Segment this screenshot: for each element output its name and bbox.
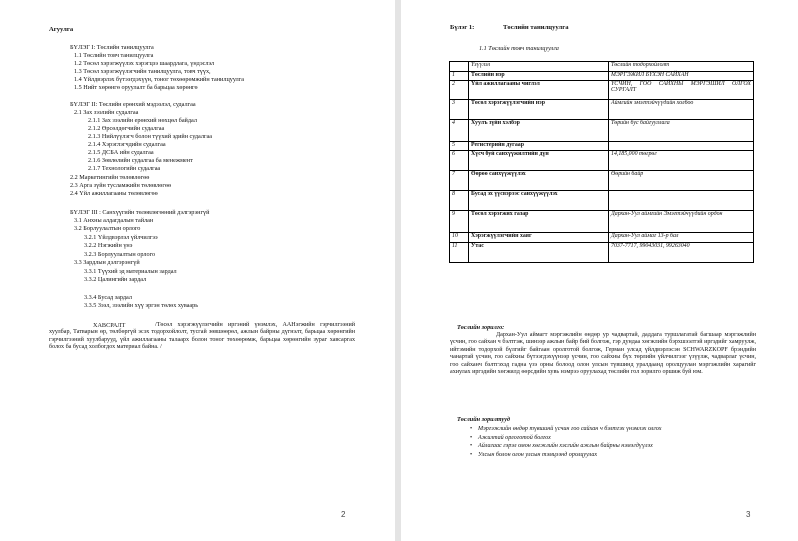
- row-label: Хүсч буй санхүүжилтийн дүн: [469, 151, 609, 171]
- document-page-2: [401, 0, 798, 541]
- row-number: 4: [450, 120, 469, 142]
- toc-entry[interactable]: 2.4 Үйл ажиллагааны төлөвлөгөө: [70, 190, 158, 197]
- goal-heading: Төслийн зорилго:: [457, 324, 505, 331]
- toc-entry[interactable]: 2.3 Арга зүйн тусламжийн төлөвлөгөө: [70, 182, 172, 189]
- row-number: 11: [450, 243, 469, 263]
- row-value: [609, 142, 754, 151]
- objectives-heading: Төслийн зорилтууд: [457, 416, 510, 423]
- column-header: Үзүүлэл: [469, 62, 609, 72]
- chapter-title: Төслийн танилцуулга: [503, 24, 569, 31]
- toc-entry[interactable]: 3.2.1 Үйлдвэрлэл үйлчилгээ: [84, 234, 158, 241]
- toc-entry[interactable]: 2.1.7 Технологийн судалгаа: [88, 165, 161, 172]
- row-number: 3: [450, 100, 469, 120]
- row-label: Төсөл хэрэгжүүлэгчийн нэр: [469, 100, 609, 120]
- row-label: Үйл ажиллагааны чиглэл: [469, 81, 609, 100]
- toc-entry[interactable]: 2.1.5 ДСБА ийн судалгаа: [88, 149, 154, 156]
- table-row: [450, 72, 754, 81]
- objective-item: • Мэргэжлийн өндөр түвшинй үсчин гоо сайхан ч бэлтгэх үнэмлэх олгох: [470, 425, 661, 434]
- toc-entry[interactable]: 3.3.5 Зээл, зээлийн хүү эргэн төлөх хуваарь: [84, 302, 199, 309]
- toc-entry[interactable]: 2.1 Зах зээлийн судалгаа: [74, 109, 139, 116]
- toc-entry[interactable]: 1.3 Төсөл хэрэгжүүлэгчийн танилцуулга, товч түүх,: [74, 68, 211, 75]
- table-row: [450, 151, 754, 171]
- page-number: 2: [341, 510, 346, 519]
- row-label: Өөрөө санхүүжүүлэх: [469, 171, 609, 191]
- row-label: Төсөл хэрэгжих газар: [469, 211, 609, 233]
- row-number: 5: [450, 142, 469, 151]
- section-title: 1.1 Төслийн товч танилцуулга: [479, 45, 559, 52]
- table-header-row: [450, 62, 754, 72]
- objective-item: • Айлагаас гэрэл омон хөгжлийн хэсгийн ажлын байрны нэмэгдүүлэх: [470, 442, 661, 451]
- row-value: ҮСЧИН, ГОО САЙХНЫ МЭРГЭШИЛ ОЛГОХ СУРГАЛТ: [609, 81, 754, 100]
- row-value: Аймгийн эмэгтэйчүүдийн холбоо: [609, 100, 754, 120]
- toc-entry[interactable]: 2.2 Маркетингийн төлөвлөгөө: [70, 174, 150, 181]
- row-number: 9: [450, 211, 469, 233]
- toc-entry[interactable]: 2.1.6 Зөвлөлийн судалгаа ба менежмент: [88, 157, 193, 164]
- toc-entry[interactable]: 1.1 Төслийн товч танилцуулга: [74, 52, 154, 59]
- table-row: [450, 120, 754, 142]
- row-label: Хуулъ зүйн хэлбэр: [469, 120, 609, 142]
- toc-entry[interactable]: БҮЛЭГ II: Төслийн ерөнхий мэдээлэл, судалгаа: [70, 101, 196, 108]
- column-header: Төслийн тодорхойлолт: [609, 62, 754, 72]
- objectives-list: [470, 425, 661, 459]
- table-row: [450, 191, 754, 211]
- page-number: 3: [746, 510, 751, 519]
- row-label: Хэрэгжүүлэгчийн хаяг: [469, 233, 609, 243]
- toc-entry[interactable]: 3.1 Анхны алдагдалын тайлан: [74, 217, 154, 224]
- toc-entry[interactable]: 2.1.1 Зах зээлийн ерөнхий нөхцөл байдал: [88, 117, 197, 124]
- row-value: 14,185,000 төгрөг: [609, 151, 754, 171]
- toc-entry[interactable]: 3.3 Зардлын дэлгэрэнгүй: [74, 259, 140, 266]
- toc-entry[interactable]: 3.2.2 Нэгжийн үнэ: [84, 242, 133, 249]
- row-value: Төрийн бус байгууллага: [609, 120, 754, 142]
- row-number: 8: [450, 191, 469, 211]
- row-label: Бусад эх үүсвэрээс санхүүжүүлэх: [469, 191, 609, 211]
- row-number: 1: [450, 72, 469, 81]
- row-label: Төслийн нэр: [469, 72, 609, 81]
- toc-entry[interactable]: 2.1.2 Өрсөлдөгчийн судалгаа: [88, 125, 165, 132]
- row-value: Дархан-Уул аймгийн Эмэгтэйчүүдийн ордон: [609, 211, 754, 233]
- document-page-1: [0, 0, 395, 541]
- toc-entry[interactable]: 3.2.3 Борлуулалтын орлого: [84, 251, 156, 258]
- appendix-text: /Төсөл хэрэгжүүлэгчийн иргэний үнэмлэх, ААНэгжийн гэрчилгээний хуулбар, Татварын өр, төлбөргүй эсэх тодорхойлолт, тусгай зөвшөөрөл, ажлын байрны дүгнэлт, барьцаа хөрөнгийн гэрчилгээний хуулбарууд, үйл ажиллагааны талаарх болон тоног төхөөрөмж, барьцаа хөрөнгийн зураг хавсаргах болох ба бусад холбогдох материал байна. /: [49, 322, 355, 351]
- toc-entry[interactable]: 1.4 Үйлдвэрлэх бүтээгдэхүүн, тоног төхөөрөмжийн танилцуулга: [74, 76, 245, 83]
- toc-entry[interactable]: 2.1.4 Хэрэглэгчдийн судалгаа: [88, 141, 166, 148]
- row-number: 10: [450, 233, 469, 243]
- chapter-label: Бүлэг 1:: [450, 24, 475, 31]
- toc-entry[interactable]: БҮЛЭГ III : Санхүүгийн төлөвлөгөөний дэлгэрэнгүй: [70, 209, 210, 216]
- objective-item: • Улсын болон олон улсын тэмцээнд оролцуулах: [470, 451, 661, 460]
- toc-entry[interactable]: 2.1.3 Нийлүүлэгч болон түүхий эдийн судалгаа: [88, 133, 212, 140]
- table-row: [450, 233, 754, 243]
- toc-entry[interactable]: 3.3.4 Бусад зардал: [84, 294, 132, 301]
- table-row: [450, 211, 754, 233]
- row-value: МЭРГЭЖИЛ БҮХЭН САЙХАН: [609, 72, 754, 81]
- row-label: Регистерийн дугаар: [469, 142, 609, 151]
- row-value: 7037-7717, 99043031, 99263040: [609, 243, 754, 263]
- toc-title: Агуулга: [49, 26, 74, 33]
- row-number: 6: [450, 151, 469, 171]
- row-value: Өөрийн байр: [609, 171, 754, 191]
- table-row: [450, 243, 754, 263]
- row-label: Утас: [469, 243, 609, 263]
- table-row: [450, 142, 754, 151]
- goal-text: Дархан-Уул аймагт мэргэжлийн өндөр ур чадвартай, даддага туршлагатай багшаар мэргэжлийн үсчин, гоо сайхан ч бэлтгэж, шинээр ажлын байр бий болгож, гэр дундаа хөгжлийн бэрхшээлтэй иргэдийг хамруулж, ийтэмийн тодорхой бүлгийг байгаан оролготой болгож, Герман улсад үйлдвэрлэсэн SCHWARZKOPF брэндийн чанартай үсчин, гоо сайхны бүтээгдэхүүнээр үсчин, гоо сайхны бүх төрлийн үйлчилгээг үзүүлж, чадварлаг үсчин, гоо сайханч бэлтгэхэд гадна үзэ орны болоод олон улсын түвшинд уралдаанд оролцуулан мэргэжлийн харагийг ахиулах иргэдийн хөгжилд өөрсдийн хувь нэмрээ оруулахад төслийн гол зорилго оршиж буй юм.: [450, 332, 756, 376]
- toc-entry[interactable]: БҮЛЭГ I: Төслийн танилцуулга: [70, 44, 154, 51]
- project-summary-table: [449, 61, 754, 263]
- table-row: [450, 100, 754, 120]
- table-row: [450, 81, 754, 100]
- appendix-label: ХАВСРАЛТ: [93, 322, 126, 329]
- toc-entry[interactable]: 3.3.1 Түүхий эд материалын зардал: [84, 268, 177, 275]
- toc-entry[interactable]: 1.2 Төсөл хэрэгжүүлэх хэрэгцээ шаардлага, үндэслэл: [74, 60, 215, 67]
- row-value: Дархан-Уул аймаг 13-р бал: [609, 233, 754, 243]
- table-row: [450, 171, 754, 191]
- toc-entry[interactable]: 3.2 Борлуулалтын орлого: [74, 225, 141, 232]
- toc-entry[interactable]: 1.5 Нийт хөрөнгө оруулалт ба барьцаа хөрөнгө: [74, 84, 198, 91]
- row-number: 7: [450, 171, 469, 191]
- toc-entry[interactable]: 3.3.2 Цалингийн зардал: [84, 276, 147, 283]
- objective-item: • Ажилтай орлоготой болгох: [470, 434, 661, 443]
- row-number: 2: [450, 81, 469, 100]
- row-value: [609, 191, 754, 211]
